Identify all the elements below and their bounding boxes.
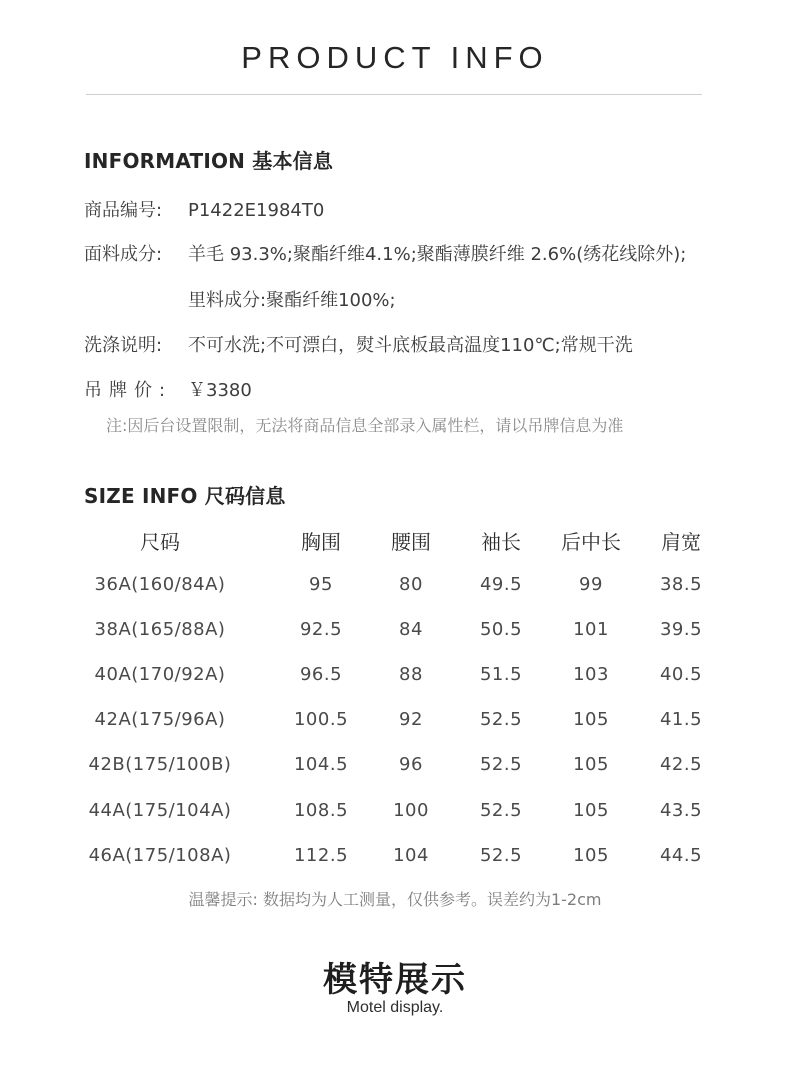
- table-cell: 50.5: [479, 619, 523, 640]
- table-cell: 88: [399, 664, 423, 685]
- table-cell: 38A(165/88A): [94, 619, 226, 640]
- table-row: [0, 664, 790, 694]
- table-cell: 40A(170/92A): [94, 664, 226, 685]
- table-cell: 42B(175/100B): [88, 754, 232, 775]
- product-code-label: 商品编号:: [84, 200, 163, 221]
- table-cell: 92.5: [299, 619, 343, 640]
- table-cell: 100: [393, 800, 429, 821]
- table-cell: 105: [573, 800, 609, 821]
- table-row: [0, 709, 790, 739]
- information-note: 注:因后台设置限制，无法将商品信息全部录入属性栏，请以吊牌信息为准: [106, 416, 624, 435]
- table-cell: 104: [393, 845, 429, 866]
- table-cell: 36A(160/84A): [94, 574, 226, 595]
- table-cell: 112.5: [293, 845, 349, 866]
- table-row: [0, 754, 790, 784]
- table-cell: 104.5: [293, 754, 349, 775]
- price-row: [84, 376, 252, 402]
- table-cell: 80: [399, 574, 423, 595]
- lining-row: [188, 286, 396, 312]
- table-cell: 105: [573, 754, 609, 775]
- table-cell: 52.5: [479, 800, 523, 821]
- size-info-heading: SIZE INFO 尺码信息: [84, 484, 286, 508]
- washing-value: 不可水洗;不可漂白，熨斗底板最高温度110℃;常规干洗: [188, 335, 633, 356]
- fabric-value: 羊毛 93.3%;聚酯纤维4.1%;聚酯薄膜纤维 2.6%(绣花线除外);: [188, 244, 687, 265]
- table-cell: 84: [399, 619, 423, 640]
- fabric-row: [84, 240, 686, 266]
- table-cell: 42A(175/96A): [94, 709, 226, 730]
- table-cell: 43.5: [659, 800, 703, 821]
- table-cell: 38.5: [659, 574, 703, 595]
- page-title: PRODUCT INFO: [241, 40, 549, 75]
- table-cell: 39.5: [659, 619, 703, 640]
- fabric-label: 面料成分:: [84, 244, 163, 265]
- table-cell: 108.5: [293, 800, 349, 821]
- product-code-row: [84, 196, 324, 222]
- table-cell: 41.5: [659, 709, 703, 730]
- title-divider: [86, 94, 702, 95]
- table-cell: 95: [309, 574, 333, 595]
- table-cell: 52.5: [479, 845, 523, 866]
- table-cell: 52.5: [479, 754, 523, 775]
- price-value: ￥3380: [188, 380, 252, 401]
- column-header: 肩宽: [661, 530, 701, 554]
- table-cell: 92: [399, 709, 423, 730]
- table-cell: 100.5: [293, 709, 349, 730]
- column-header: 腰围: [391, 530, 431, 554]
- table-cell: 96.5: [299, 664, 343, 685]
- product-code-value: P1422E1984T0: [188, 200, 325, 221]
- table-cell: 101: [573, 619, 609, 640]
- table-cell: 105: [573, 709, 609, 730]
- table-row: [0, 619, 790, 649]
- column-header: 袖长: [481, 530, 521, 554]
- table-cell: 96: [399, 754, 423, 775]
- column-header: 尺码: [140, 530, 180, 554]
- table-cell: 52.5: [479, 709, 523, 730]
- washing-row: [84, 331, 633, 357]
- table-cell: 44A(175/104A): [88, 800, 232, 821]
- table-cell: 40.5: [659, 664, 703, 685]
- price-label: 吊牌价:: [84, 380, 173, 401]
- table-cell: 103: [573, 664, 609, 685]
- lining-value: 里料成分:聚酯纤维100%;: [188, 290, 396, 311]
- table-cell: 46A(175/108A): [88, 845, 232, 866]
- table-cell: 44.5: [659, 845, 703, 866]
- measurement-tip: 温馨提示: 数据均为人工测量，仅供参考。误差约为1-2cm: [188, 890, 602, 909]
- model-display-subtitle: Motel display.: [346, 999, 444, 1016]
- table-cell: 49.5: [479, 574, 523, 595]
- table-row: [0, 845, 790, 875]
- table-row: [0, 574, 790, 604]
- table-cell: 51.5: [479, 664, 523, 685]
- column-header: 胸围: [301, 530, 341, 554]
- table-cell: 42.5: [659, 754, 703, 775]
- table-cell: 99: [579, 574, 603, 595]
- size-table-header: [0, 526, 790, 556]
- column-header: 后中长: [561, 530, 621, 554]
- information-heading: INFORMATION 基本信息: [84, 149, 334, 173]
- table-cell: 105: [573, 845, 609, 866]
- washing-label: 洗涤说明:: [84, 335, 163, 356]
- table-row: [0, 800, 790, 830]
- model-display-title: 模特展示: [323, 960, 467, 1000]
